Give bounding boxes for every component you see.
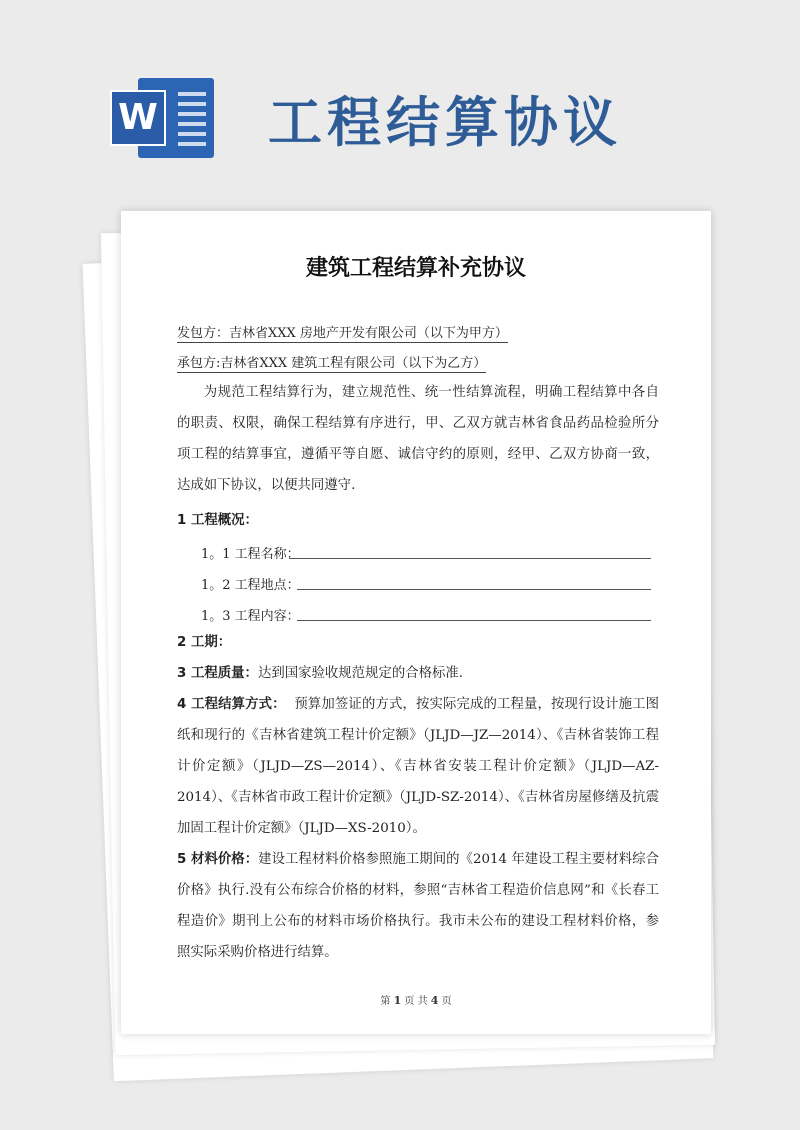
project-name-field[interactable]	[289, 558, 651, 559]
intro-paragraph: 为规范工程结算行为，建立规范性、统一性结算流程，明确工程结算中各自的职责、权限，确保工程结算有序进行，甲、乙双方就吉林省食品药品检验所分项工程的结算事宜，遵循平等自愿、诚信守约的原则，经甲、乙双方协商一致，达成如下协议，以便共同遵守.	[177, 385, 659, 493]
section-5-text: 建设工程材料价格参照施工期间的《2014 年建设工程主要材料综合价格》执行.没有公布综合价格的材料，参照“吉林省工程造价信息网”和《长春工程造价》期刊上公布的材料市场价格执行。我市未公布的建设工程材料价格，参照实际采购价格进行结算。	[177, 852, 659, 960]
logo-line	[178, 122, 206, 126]
logo-line	[178, 102, 206, 106]
current-page-number: 1	[393, 994, 402, 1007]
section-3	[177, 658, 659, 689]
party-a-line	[177, 324, 508, 344]
section-3-title: 3 工程质量：	[177, 666, 258, 681]
document-page	[121, 211, 711, 1034]
logo-line	[178, 142, 206, 146]
page-footer	[121, 992, 711, 1007]
party-a-text: 发包方：吉林省XXX 房地产开发有限公司（以下为甲方）	[177, 326, 508, 341]
party-b-line	[177, 354, 486, 374]
logo-line	[178, 132, 206, 136]
total-page-number: 4	[430, 994, 439, 1007]
section-4-text: 预算加签证的方式，按实际完成的工程量，按现行设计施工图纸和现行的《吉林省建筑工程计价定额》（JLJD—JZ—2014）、《吉林省装饰工程计价定额》（JLJD—ZS—2014）、《吉林省安装工程计价定额》（JLJD—AZ-2014）、《吉林省市政工程计价定额》（JLJD-SZ-2014）、《吉林省房屋修缮及抗震加固工程计价定额》（JLJD—XS-2010）。	[177, 697, 659, 836]
section-4-title: 4 工程结算方式：	[177, 697, 286, 712]
project-location-field[interactable]	[297, 589, 651, 590]
project-name-label: 1。1 工程名称：	[201, 547, 300, 562]
footer-middle: 页 共	[401, 996, 431, 1007]
logo-line	[178, 92, 206, 96]
footer-prefix: 第	[380, 996, 394, 1007]
party-b-text: 承包方:吉林省XXX 建筑工程有限公司（以下为乙方）	[177, 356, 487, 371]
section-1-title: 1 工程概况：	[177, 513, 258, 528]
project-content-field[interactable]	[297, 620, 651, 621]
word-logo-icon	[110, 78, 215, 158]
document-title: 建筑工程结算补充协议	[305, 256, 526, 281]
banner-title: 工程结算协议	[268, 91, 622, 154]
word-letter-badge: W	[110, 90, 166, 146]
section-5	[177, 844, 659, 968]
logo-line	[178, 112, 206, 116]
project-location-label: 1。2 工程地点：	[201, 578, 300, 593]
project-content-label: 1。3 工程内容：	[201, 609, 300, 624]
section-2	[177, 627, 659, 658]
section-5-title: 5 材料价格：	[177, 852, 259, 867]
section-4	[177, 689, 659, 844]
footer-suffix: 页	[438, 996, 452, 1007]
section-3-text: 达到国家验收规范规定的合格标准.	[257, 666, 464, 681]
section-2-title: 2 工期：	[177, 635, 232, 650]
section-1-heading	[177, 505, 659, 536]
banner-header	[0, 0, 800, 190]
